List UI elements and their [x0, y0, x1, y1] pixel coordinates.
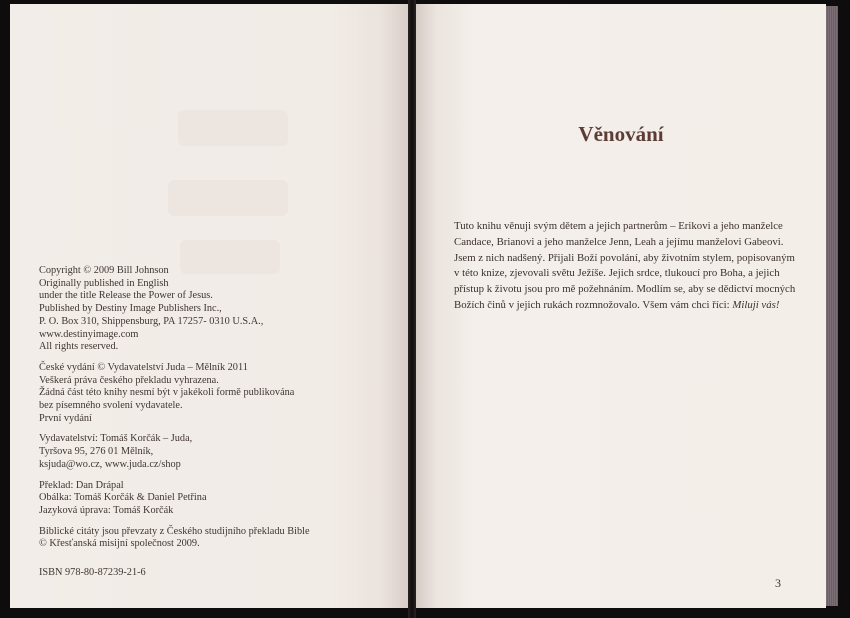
imprint-line: Veškerá práva českého překladu vyhrazena. [39, 374, 219, 386]
dedication-line: přístup k životu jsou pro mě požehnáním. Modlím se, aby se dědictví mocných [454, 283, 796, 296]
imprint-line: Žádná část této knihy nesmí být v jakékoli formě publikována [39, 387, 295, 399]
isbn: ISBN 978-80-87239-21-6 [39, 567, 146, 579]
page-edges [826, 6, 838, 606]
imprint-line: Vydavatelství: Tomáš Korčák – Juda, [39, 433, 193, 445]
imprint-line: Tyršova 95, 276 01 Mělník, [39, 446, 154, 458]
imprint-line: České vydání © Vydavatelství Juda – Mělník 2011 [39, 361, 248, 373]
imprint-line: Copyright © 2009 Bill Johnson [39, 265, 169, 276]
dedication-line: Candace, Brianovi a jeho manželce Jenn, Leah a jejímu manželovi Gabeovi. [454, 235, 784, 248]
imprint-line: Překlad: Dan Drápal [39, 479, 124, 491]
imprint-line: Published by Destiny Image Publishers Inc., [39, 303, 222, 315]
imprint-line: Jazyková úprava: Tomáš Korčák [39, 504, 174, 516]
book-gutter [408, 0, 416, 618]
closing-emphasis: Miluji vás! [732, 298, 780, 311]
imprint-line: Biblické citáty jsou převzaty z Českého studijního překladu Bible [39, 525, 310, 537]
imprint-line: © Křesťanská misijní společnost 2009. [39, 538, 200, 550]
imprint-line: under the title Release the Power of Jesus. [39, 290, 213, 302]
credits-block [39, 480, 339, 518]
bible-citation-block [39, 526, 339, 551]
dedication-line: Tuto knihu věnuji svým dětem a jejich partnerům – Erikovi a jeho manželce [454, 220, 783, 232]
dedication-line: v této knize, zjevovali světu Ježíše. Jejich srdce, tlukoucí pro Boha, a jejich [454, 267, 780, 280]
imprint-line: První vydání [39, 412, 92, 424]
dedication-line [454, 298, 814, 314]
dedication-line: Jsem z nich nadšený. Přijali Boží povolání, aby životním stylem, popisovaným [454, 251, 795, 264]
imprint [39, 265, 339, 580]
dedication-line-text: Božích činů v jejich rukách rozmnožovalo. Všem vám chci říci: [454, 298, 730, 311]
imprint-line: Originally published in English [39, 277, 169, 289]
imprint-line: www.destinyimage.com [39, 328, 139, 340]
page-title: Věnování [578, 122, 664, 146]
imprint-line: P. O. Box 310, Shippensburg, PA 17257- 0310 U.S.A., [39, 315, 264, 327]
copyright-block [39, 265, 339, 354]
czech-edition-block [39, 362, 339, 426]
imprint-line: All rights reserved. [39, 341, 119, 353]
imprint-line: bez písemného svolení vydavatele. [39, 400, 183, 412]
publisher-block [39, 433, 339, 471]
dedication-text [454, 219, 814, 314]
imprint-line: ksjuda@wo.cz, www.juda.cz/shop [39, 458, 181, 470]
imprint-line: Obálka: Tomáš Korčák & Daniel Petřina [39, 492, 207, 504]
page-number: 3 [775, 576, 781, 590]
